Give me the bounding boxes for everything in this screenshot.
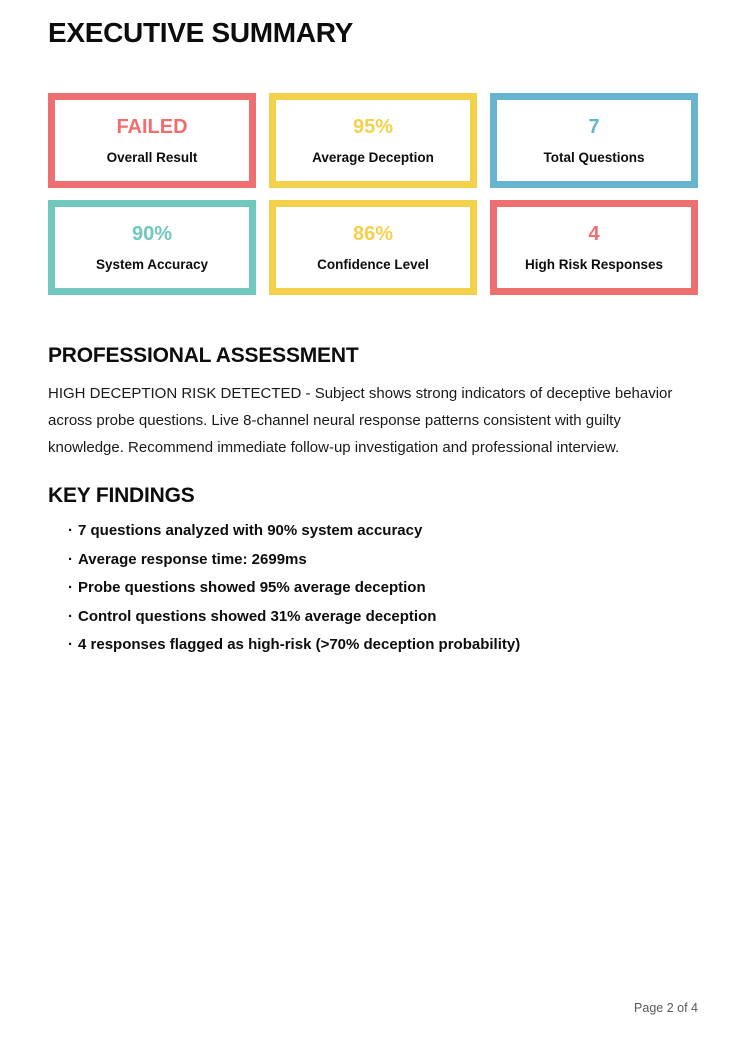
finding-text: 4 responses flagged as high-risk (>70% deception probability) — [78, 636, 521, 653]
list-item — [68, 579, 698, 608]
stat-label: Confidence Level — [317, 256, 429, 272]
list-item — [68, 608, 698, 637]
list-item — [68, 522, 698, 551]
stat-card-total-questions — [490, 93, 698, 188]
stat-label: Overall Result — [106, 149, 198, 165]
stat-card-average-deception — [269, 93, 477, 188]
bullet-dot-icon — [68, 551, 78, 568]
stat-label: High Risk Responses — [524, 256, 664, 272]
stat-card-grid — [48, 93, 698, 295]
stat-value: 7 — [588, 115, 600, 138]
stat-value: 90% — [131, 222, 173, 245]
bullet-dot-icon — [68, 579, 78, 596]
stat-value: 4 — [588, 222, 600, 245]
professional-assessment-heading: PROFESSIONAL ASSESSMENT — [48, 344, 359, 367]
finding-text: 7 questions analyzed with 90% system accuracy — [78, 522, 423, 539]
stat-card-system-accuracy — [48, 200, 256, 295]
stat-card-overall-result — [48, 93, 256, 188]
page-number: Page 2 of 4 — [634, 1001, 698, 1015]
key-findings-heading: KEY FINDINGS — [48, 484, 195, 507]
stat-card-confidence-level — [269, 200, 477, 295]
stat-card-high-risk-responses — [490, 200, 698, 295]
stat-value: FAILED — [116, 115, 188, 138]
stat-label: Total Questions — [543, 149, 645, 165]
list-item — [68, 551, 698, 580]
stat-value: 86% — [352, 222, 394, 245]
finding-text: Probe questions showed 95% average deception — [78, 579, 426, 596]
key-findings-list — [68, 522, 698, 665]
stat-label: Average Deception — [312, 149, 434, 165]
page-title: EXECUTIVE SUMMARY — [48, 17, 354, 48]
stat-value: 95% — [352, 115, 394, 138]
bullet-dot-icon — [68, 608, 78, 625]
page-content — [48, 0, 698, 665]
list-item — [68, 636, 698, 665]
bullet-dot-icon — [68, 636, 78, 653]
stat-label: System Accuracy — [95, 256, 209, 272]
bullet-dot-icon — [68, 522, 78, 539]
finding-text: Average response time: 2699ms — [78, 550, 307, 568]
finding-text: Control questions showed 31% average deception — [78, 607, 437, 625]
professional-assessment-text: HIGH DECEPTION RISK DETECTED - Subject shows strong indicators of deceptive behavior across probe questions. Live 8-channel neural response patterns consistent with guilty knowledge. Recommend immediate follow-up investigation and professional interview. — [48, 385, 673, 456]
